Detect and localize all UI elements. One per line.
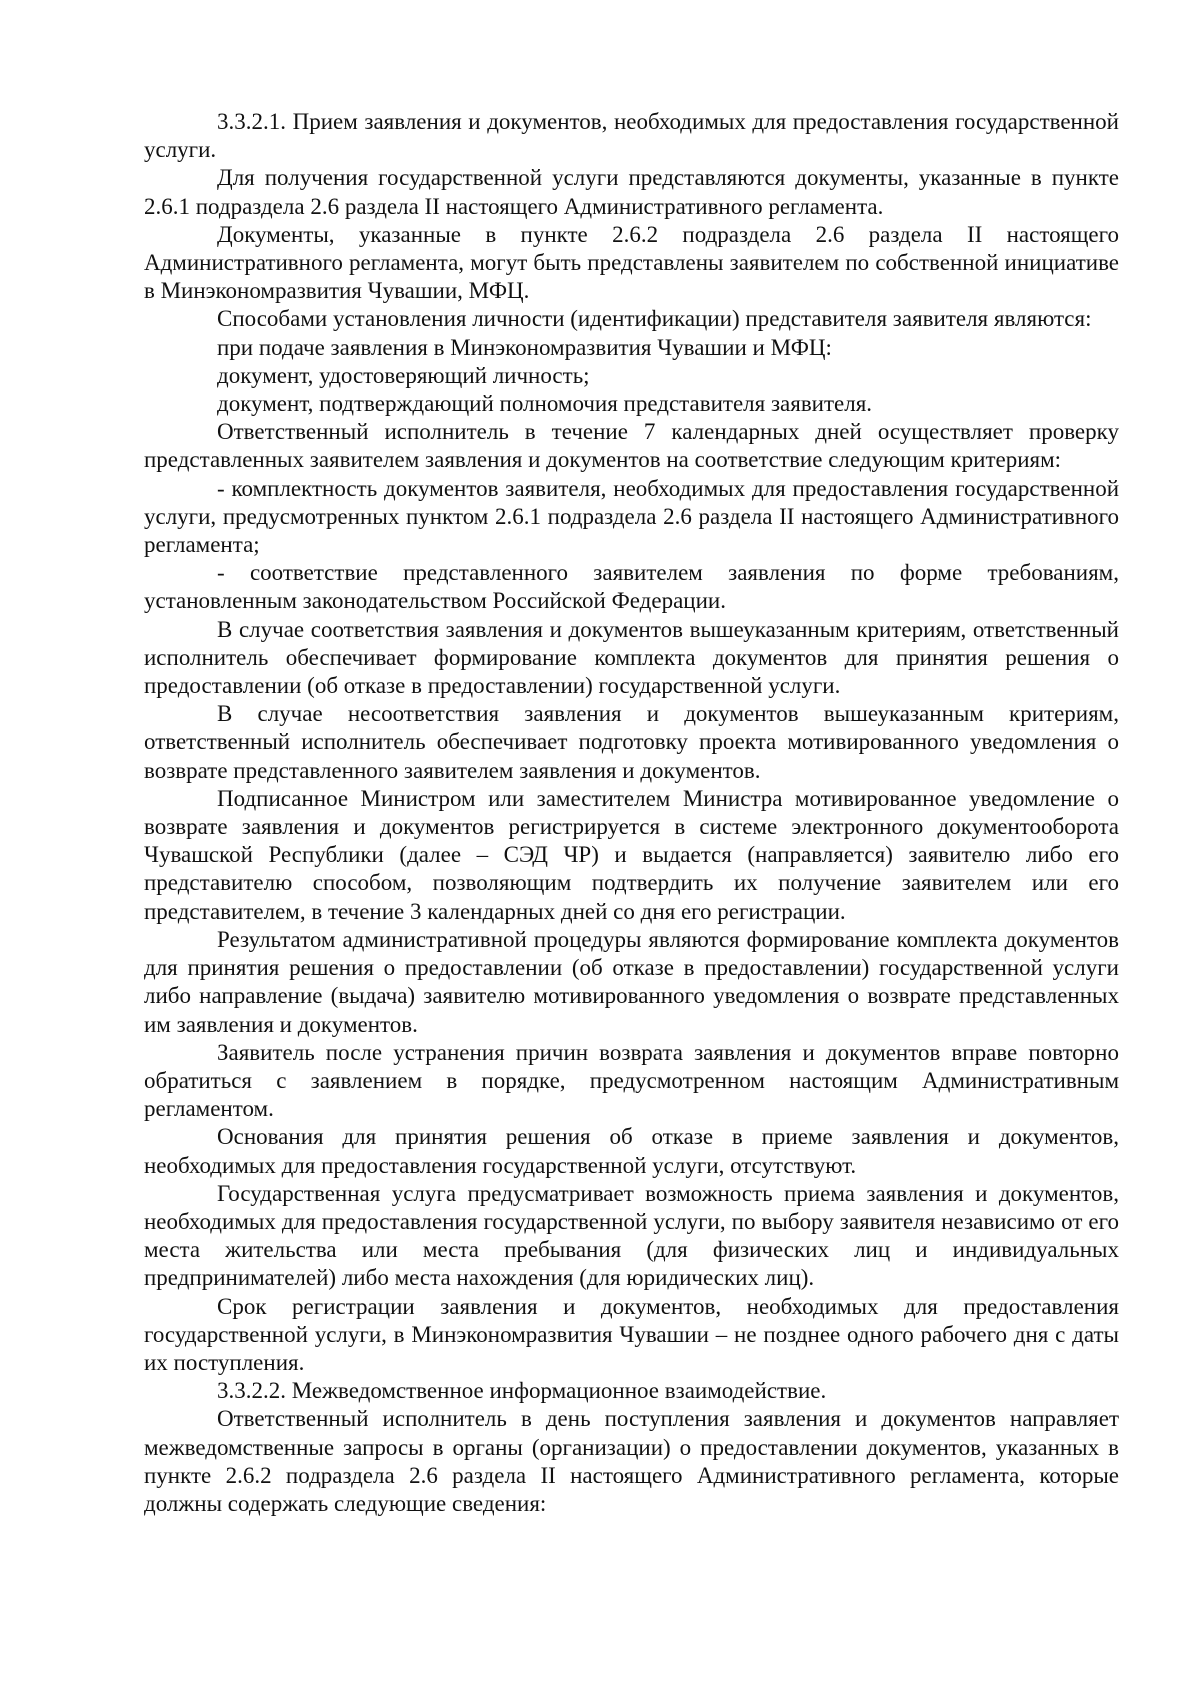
paragraph-documents-required: Для получения государственной услуги представляются документы, указанные в пункте 2.6.1 подраздела 2.6 раздела II настоящего Административного регламента. — [144, 165, 1119, 219]
paragraph-extraterritorial-principle: Государственная услуга предусматривает возможность приема заявления и документов, необходимых для предоставления государственной услуги, по выбору заявителя независимо от его места жительства или места пребывания (для физических лиц и индивидуальных предпринимателей) либо места нахождения (для юридических лиц). — [144, 1180, 1119, 1291]
paragraph-repeat-application: Заявитель после устранения причин возврата заявления и документов вправе повторно обратиться с заявлением в порядке, предусмотренном настоящим Административным регламентом. — [144, 1039, 1119, 1122]
paragraph-documents-own-initiative: Документы, указанные в пункте 2.6.2 подраздела 2.6 раздела II настоящего Административного регламента, могут быть представлены заявителем по собственной инициативе в Минэкономразвития Чувашии, МФЦ. — [144, 221, 1119, 304]
paragraph-signed-notification: Подписанное Министром или заместителем Министра мотивированное уведомление о возврате заявления и документов регистрируется в системе электронного документооборота Чувашской Республики (далее – СЭД ЧР) и выдается (направляется) заявителю либо его представителю способом, позволяющим подтвердить их получение заявителем или его представителем, в течение 3 календарных дней со дня его регистрации. — [144, 785, 1119, 924]
paragraph-verification-criteria: Ответственный исполнитель в течение 7 календарных дней осуществляет проверку представленных заявителем заявления и документов на соответствие следующим критериям: — [144, 419, 1119, 473]
paragraph-3-3-2-1-heading: 3.3.2.1. Прием заявления и документов, необходимых для предоставления государственной услуги. — [144, 109, 1119, 163]
paragraph-3-3-2-2-heading: 3.3.2.2. Межведомственное информационное взаимодействие. — [217, 1378, 827, 1404]
paragraph-identity-document: документ, удостоверяющий личность; — [217, 362, 590, 388]
paragraph-identification-methods: Способами установления личности (идентификации) представителя заявителя являются: — [217, 306, 1092, 332]
paragraph-criterion-completeness: - комплектность документов заявителя, необходимых для предоставления государственной услуги, предусмотренных пунктом 2.6.1 подраздела 2.6 раздела II настоящего Административного регламента; — [144, 475, 1119, 558]
paragraph-authority-document: документ, подтверждающий полномочия представителя заявителя. — [217, 391, 873, 417]
paragraph-interagency-requests: Ответственный исполнитель в день поступления заявления и документов направляет межведомственные запросы в органы (организации) о предоставлении документов, указанных в пункте 2.6.2 подраздела 2.6 раздела II настоящего Административного регламента, которые должны содержать следующие сведения: — [144, 1406, 1119, 1516]
paragraph-compliance-case: В случае соответствия заявления и документов вышеуказанным критериям, ответственный исполнитель обеспечивает формирование комплекта документов для принятия решения о предоставлении (об отказе в предоставлении) государственной услуги. — [144, 616, 1119, 699]
paragraph-refusal-grounds: Основания для принятия решения об отказе в приеме заявления и документов, необходимых для предоставления государственной услуги, отсутствуют. — [144, 1124, 1119, 1178]
document-page — [144, 108, 1119, 1518]
paragraph-procedure-result: Результатом административной процедуры являются формирование комплекта документов для принятия решения о предоставлении (об отказе в предоставлении) государственной услуги либо направление (выдача) заявителю мотивированного уведомления о возврате представленных им заявления и документов. — [144, 926, 1119, 1037]
paragraph-submission-location: при подаче заявления в Минэкономразвития Чувашии и МФЦ: — [217, 334, 832, 360]
paragraph-registration-deadline: Срок регистрации заявления и документов, необходимых для предоставления государственной услуги, в Минэкономразвития Чувашии – не позднее одного рабочего дня с даты их поступления. — [144, 1293, 1119, 1375]
paragraph-noncompliance-case: В случае несоответствия заявления и документов вышеуказанным критериям, ответственный исполнитель обеспечивает подготовку проекта мотивированного уведомления о возврате представленного заявителем заявления и документов. — [144, 701, 1119, 783]
paragraph-criterion-form-compliance: - соответствие представленного заявителем заявления по форме требованиям, установленным законодательством Российской Федерации. — [144, 560, 1119, 614]
